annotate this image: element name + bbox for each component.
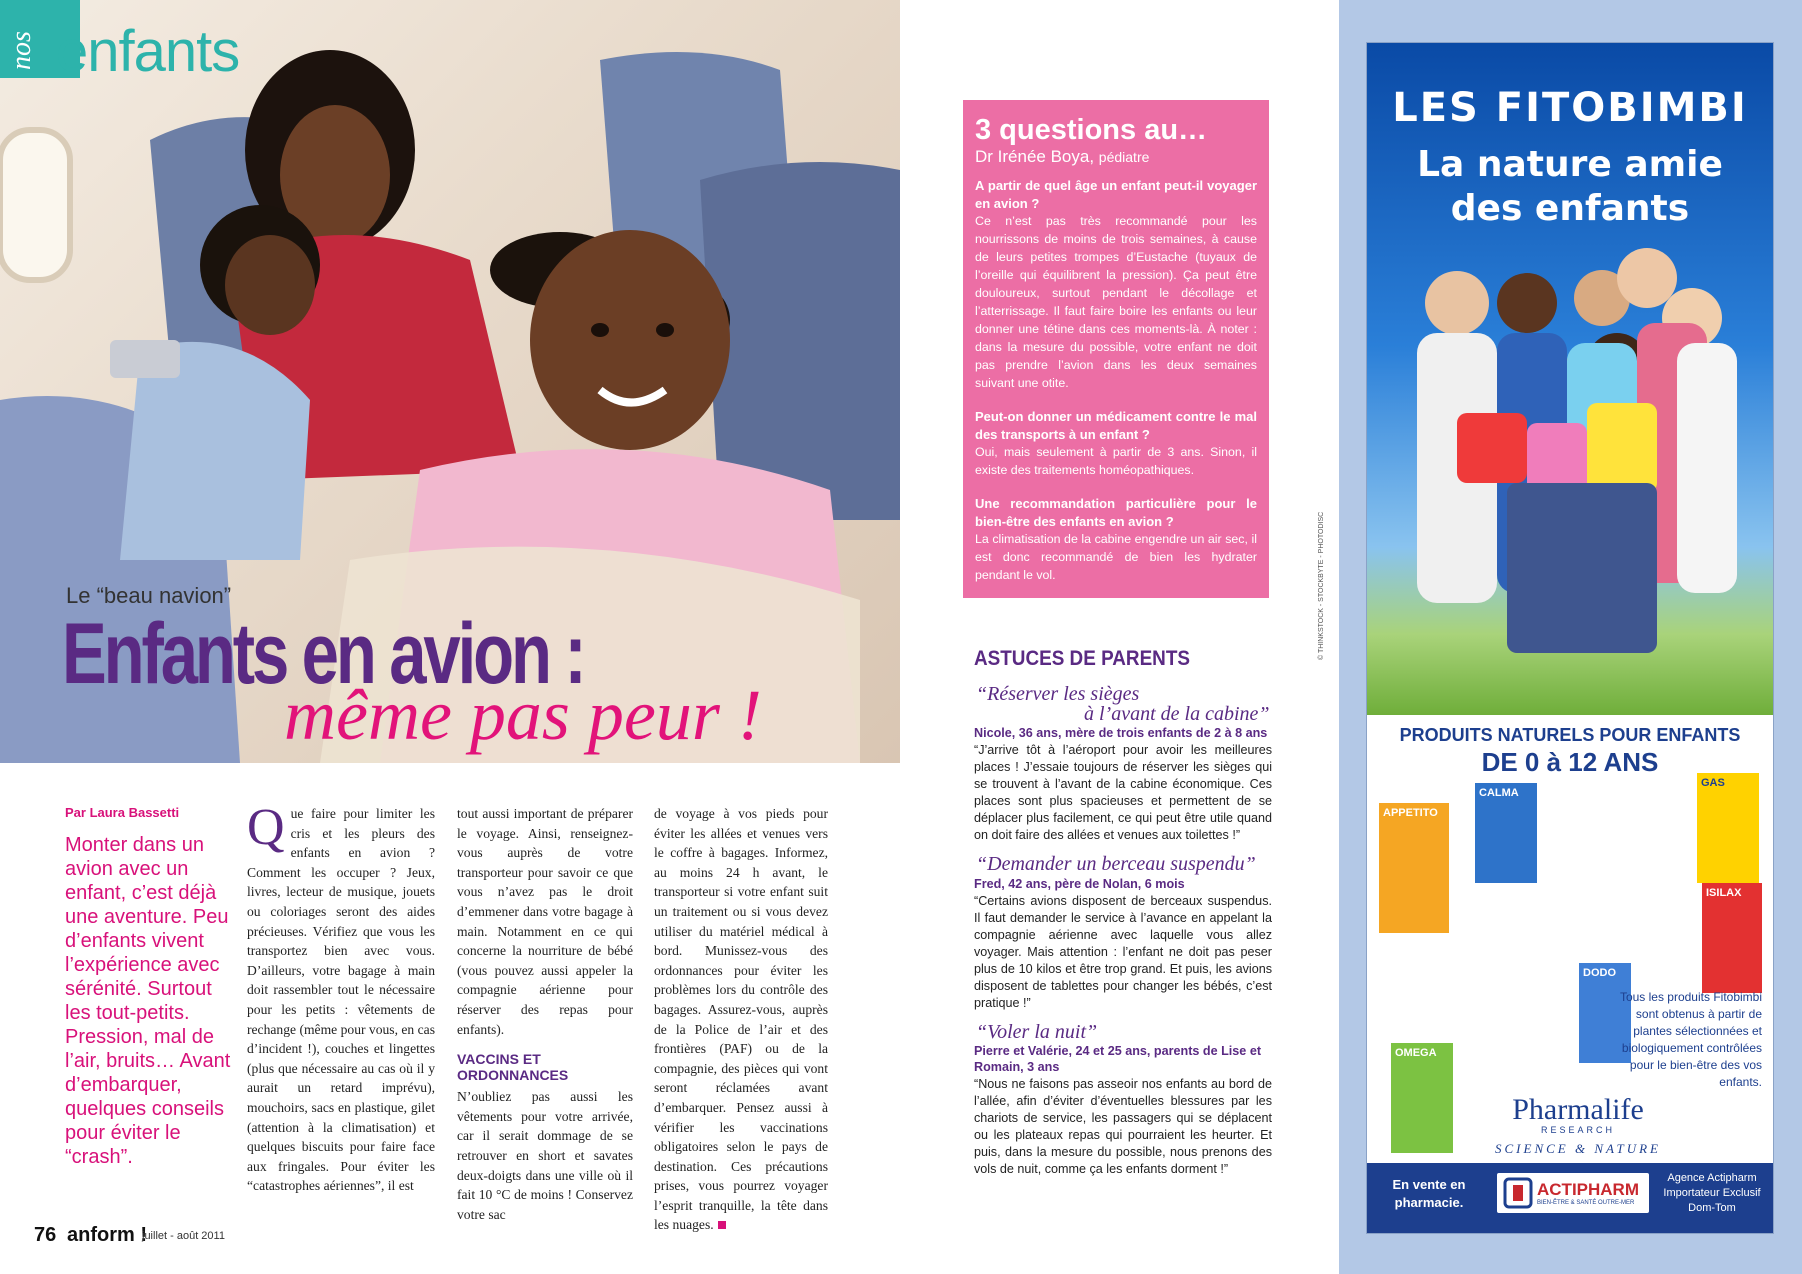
tip-2-author: Fred, 42 ans, père de Nolan, 6 mois: [974, 877, 1185, 891]
tip-1-quote-line1: “Réserver les sièges: [976, 683, 1140, 705]
product-box-isilax: ISILAX: [1702, 883, 1762, 993]
questions-title: 3 questions au…: [975, 114, 1208, 146]
distributor-name: ACTIPHARM: [1537, 1180, 1639, 1199]
ad-slogan-line1: La nature amie: [1417, 144, 1723, 185]
actipharm-logo-icon: [1503, 1177, 1533, 1209]
tip-2-text: “Certains avions disposent de berceaux suspendus. Il faut demander le service à l’avance en appelant la compagnie aérienne avec laquelle vous allez voyager. Mais attention : l’enfant ne doit pas peser plus de 10 kilos et être trop grand. Et puis, les avions disposent de tablettes pour changer les bébés, c’est pratique !”: [974, 894, 1272, 1010]
ad-company-sub: RESEARCH: [1540, 1125, 1615, 1135]
question-1: A partir de quel âge un enfant peut-il voyager en avion ?: [975, 178, 1257, 211]
tip-3-author: Pierre et Valérie, 24 et 25 ans, parents de Lise et Romain, 3 ans: [974, 1044, 1262, 1074]
answer-3: La climatisation de la cabine engendre un air sec, il est donc recommandé de bien les hydrater pendant le vol.: [975, 532, 1257, 582]
question-3: Une recommandation particulière pour le bien-être des enfants en avion ?: [975, 496, 1257, 529]
column-2b-text: N’oubliez pas aussi les vêtements pour votre arrivée, car il serait dommage de se retrouver en short et savates deux-doigts dans une ville où il fait 10 °C de moins ! Conservez votre sac: [457, 1089, 633, 1222]
tip-1-text: “J’arrive tôt à l’aéroport pour avoir les meilleures places ! J’essaie toujours de réserver les sièges qui se trouvent à l’avant de la cabine économique. Ces places sont plus spacieuses et permettent de se déplacer plus facilement, ce qui peut être utile quand on doit faire des allées et venues aux toilettes !”: [974, 743, 1272, 842]
photo-credit: © THINKSTOCK - STOCKBYTE - PHOTODISC: [1318, 511, 1325, 660]
end-mark: [718, 1221, 726, 1229]
ad-slogan-line2: des enfants: [1450, 188, 1690, 229]
ad-products-title: PRODUITS NATURELS POUR ENFANTS: [1399, 725, 1741, 745]
tip-3-quote: “Voler la nuit”: [976, 1021, 1098, 1043]
headline-subtitle: même pas peur !: [284, 675, 762, 755]
article-intro: Monter dans un avion avec un enfant, c’est déjà une aventure. Peu d’enfants vivent l’expérience avec sérénité. Surtout les tout-petits. Pression, mal de l’air, bruits… Avant d’embarquer, quelques conseils pour éviter le “crash”.: [65, 834, 231, 1168]
product-box-gas: GAS: [1697, 773, 1759, 883]
subheading: VACCINS ET ORDONNANCES: [457, 1051, 569, 1084]
expert-name: Dr Irénée Boya,: [975, 147, 1095, 166]
tip-3-text: “Nous ne faisons pas asseoir nos enfants au bord de l’allée, afin d’éviter d’éventuelles blessures par les chariots de service, les passagers qui se déplacent ou les plateaux repas qui pourraient les heurter. Et puis, dans la mesure du possible, nous prenons des vols de nuit, comme ça les enfants dorment !”: [974, 1077, 1272, 1176]
ad-company: Pharmalife: [1512, 1093, 1644, 1126]
headline-title: Enfants en avion :: [62, 606, 584, 702]
tip-1-author: Nicole, 36 ans, mère de trois enfants de 2 à 8 ans: [974, 726, 1268, 740]
article-column-1: [247, 799, 435, 1196]
ad-slogan: [1367, 143, 1773, 231]
section-prefix: nos: [6, 31, 37, 70]
column-2-text: tout aussi important de préparer le voyage. Ainsi, renseignez-vous auprès de votre transporteur pour savoir ce que vous n’avez pas le droit d’emmener dans votre bagage à main. Notamment en ce qui concerne la nourriture de bébé (vous pouvez aussi appeler la compagnie aérienne pour réserver des repas pour enfants).: [457, 806, 633, 1037]
answer-2: Oui, mais seulement à partir de 3 ans. Sinon, il existe des traitements homéopathiques.: [975, 445, 1257, 477]
ad-availability: En vente en pharmacie.: [1392, 1177, 1466, 1210]
article-column-3: [654, 804, 828, 1235]
questions-box: [963, 100, 1269, 598]
product-box-appetito: APPETITO: [1379, 803, 1449, 933]
product-box-omega: OMEGA: [1391, 1043, 1453, 1153]
magazine-name: anform !: [67, 1224, 147, 1246]
product-box-calma: CALMA: [1475, 783, 1537, 883]
ad-agency: Agence Actipharm Importateur Exclusif Dom-Tom: [1663, 1172, 1761, 1214]
section-name: enfants: [56, 19, 240, 84]
ad-photo: [1367, 43, 1773, 715]
column-1-text: ue faire pour limiter les cris et les pleurs des enfants en avion ? Comment les occuper ? Jeux, livres, lecteur de musique, jouets ou coloriages seront des aides précieuses. Vérifiez que vous les transportez bien avec vous. D’ailleurs, votre bagage à main doit rassembler tout le nécessaire pour les petits : vêtements de rechange (même pour vous, en cas d’incident !), couches et lingettes (plus que nécessaire au cas où il y aurait un retard imprévu), mouchoirs, sacs en plastique, gilet (attention à la climatisation) et quelques biscuits pour faire face aux fringales. Pour éviter les “catastrophes aériennes”, il est: [247, 806, 435, 1194]
question-2: Peut-on donner un médicament contre le mal des transports à un enfant ?: [975, 409, 1257, 442]
tips-title: ASTUCES DE PARENTS: [974, 647, 1190, 670]
column-3-text: de voyage à vos pieds pour éviter les allées et venues vers le coffre à bagages. Informez, au moins 24 h avant, le transporteur si votre enfant suit un traitement ou si vous devez utiliser du matériel médical à bord. Munissez-vous des ordonnances pour éviter les problèmes lors du contrôle des bagages. Assurez-vous, auprès de la Police de l’air et des frontières (PAF) ou de la compagnie, des pièces qui vont seront réclamées avant d’embarquer. Pensez aussi à vérifier les vaccinations obligatoires selon le pays de destination. Ces précautions prises, vous pourrez voyager l’esprit tranquille, la tête dans les nuages.: [654, 806, 828, 1233]
issue-date: juillet - août 2011: [142, 1230, 225, 1242]
answer-1: Ce n’est pas très recommandé pour les nourrissons de moins de trois semaines, à cause de leurs petites trompes d’Eustache (tuyaux de l’oreille qui équilibrent la pression). Ça peut être douloureux, surtout pendant le décollage et l’atterrissage. Il faut faire boire les enfants ou leur donner une tétine dans ces moments-là. À noter : dans la mesure du possible, votre enfant ne doit pas prendre l’avion dans les deux semaines suivant une otite.: [975, 214, 1257, 390]
tip-2-quote: “Demander un berceau suspendu”: [976, 853, 1256, 875]
article-column-2: [457, 804, 633, 1224]
byline: Par Laura Bassetti: [65, 805, 180, 820]
ad-brand: LES FITOBIMBI: [1392, 85, 1748, 131]
fitobimbi-ad: [1366, 42, 1774, 1234]
tip-1-quote-line2: à l’avant de la cabine”: [1084, 703, 1270, 725]
headline-kicker: Le “beau navion”: [66, 583, 232, 608]
product-box-dodo: DODO: [1579, 963, 1631, 1063]
dropcap: Q: [247, 799, 285, 856]
distributor-tagline: BIEN-ÊTRE & SANTÉ OUTRE-MER: [1537, 1200, 1635, 1206]
expert-line: [975, 147, 1257, 167]
ad-description: Tous les produits Fitobimbi sont obtenus à partir de plantes sélectionnées et biologiquement contrôlées pour le bien-être des vos enfants.: [1619, 990, 1762, 1089]
ad-science-tagline: SCIENCE & NATURE: [1495, 1141, 1661, 1156]
page-number: 76: [34, 1224, 57, 1246]
expert-role: pédiatre: [1098, 149, 1150, 165]
ad-age-range: DE 0 à 12 ANS: [1481, 747, 1659, 777]
